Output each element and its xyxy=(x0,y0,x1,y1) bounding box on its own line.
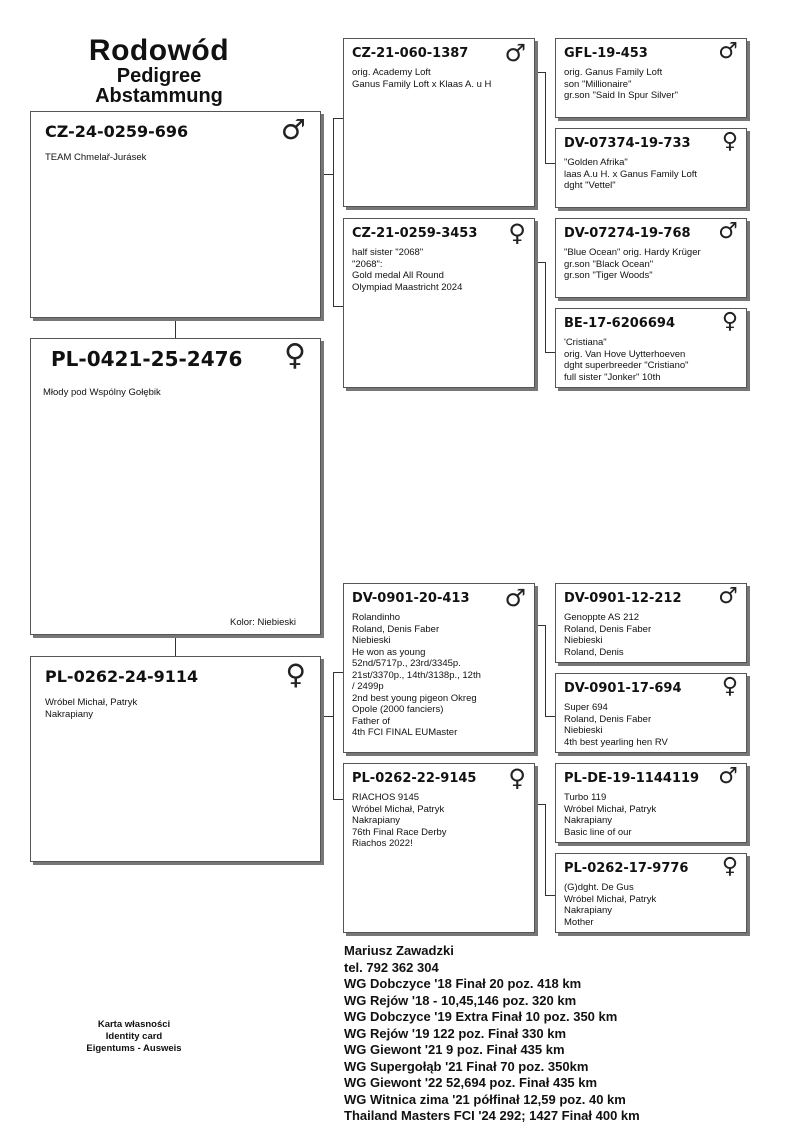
dam-sire-info xyxy=(352,612,481,739)
info-line: Nakrapiany xyxy=(564,815,613,826)
title-polish: Rodowód xyxy=(88,34,230,67)
connector-line xyxy=(545,625,546,716)
ssd-ring-number: DV-07374-19-733 xyxy=(564,136,691,151)
info-line: Nakrapiany xyxy=(564,905,613,916)
info-line: gr.son "Said In Spur Silver" xyxy=(564,90,678,101)
dds-ring-number: PL-DE-19-1144119 xyxy=(564,771,700,786)
owner-result: Thailand Masters FCI '24 292; 1427 Finał 400 km xyxy=(344,1108,640,1123)
sds-ring-number: DV-07274-19-768 xyxy=(564,226,691,241)
info-line: half sister "2068" xyxy=(352,247,424,258)
ddd-info xyxy=(564,882,656,928)
connector-line xyxy=(535,804,545,805)
female-icon: ♀ xyxy=(721,309,738,334)
sss-card xyxy=(555,38,747,118)
info-line: son "Millionaire" xyxy=(564,78,632,90)
info-line: Wróbel Michał, Patryk xyxy=(564,803,657,815)
info-line: Wróbel Michał, Patryk xyxy=(564,893,657,905)
info-line: Ganus Family Loft x Klaas A. u H xyxy=(352,78,492,90)
ssd-card xyxy=(555,128,747,208)
ddd-card xyxy=(555,853,747,933)
info-line: orig. Ganus Family Loft xyxy=(564,67,663,78)
female-icon: ♀ xyxy=(508,764,526,792)
male-icon: ♂ xyxy=(504,584,526,612)
info-line: Niebieski xyxy=(564,635,603,646)
dam-dam-ring-number: PL-0262-22-9145 xyxy=(352,771,477,786)
connector-line xyxy=(535,262,545,263)
info-line: "Blue Ocean" orig. Hardy Krüger xyxy=(564,247,701,258)
info-line: dght superbreeder "Cristiano" xyxy=(564,360,689,371)
connector-line xyxy=(175,318,176,338)
sire-sire-info xyxy=(352,67,491,90)
dsd-info xyxy=(564,702,668,748)
info-line: laas A.u H. x Ganus Family Loft xyxy=(564,168,698,180)
dam-dam-info xyxy=(352,792,447,850)
info-line: Genoppte AS 212 xyxy=(564,612,640,623)
connector-line xyxy=(333,672,334,799)
sire-ring-number: CZ-24-0259-696 xyxy=(45,122,189,141)
owner-result: WG Witnica zima '21 półfinał 12,59 poz. 40 km xyxy=(344,1091,626,1107)
info-line: / 2499p xyxy=(352,681,384,692)
connector-line xyxy=(333,799,343,800)
info-line: He won as young xyxy=(352,646,426,658)
info-line: dght "Vettel" xyxy=(564,180,616,191)
info-line: Mother xyxy=(564,916,594,928)
info-line: full sister "Jonker" 10th xyxy=(564,371,661,383)
subject-color: Kolor: Niebieski xyxy=(230,617,296,628)
owner-info xyxy=(344,943,794,1125)
connector-line xyxy=(545,262,546,352)
identity-card-label xyxy=(64,1019,204,1055)
dam-card xyxy=(30,656,321,862)
sire-card xyxy=(30,111,321,318)
sss-info xyxy=(564,67,678,102)
info-line: Opole (2000 fanciers) xyxy=(352,704,444,715)
connector-line xyxy=(175,635,176,656)
owner-name: Mariusz Zawadzki xyxy=(344,943,454,958)
connector-line xyxy=(545,804,546,895)
connector-line xyxy=(545,716,555,717)
info-line: Gold medal All Round xyxy=(352,270,444,281)
info-line: Olympiad Maastricht 2024 xyxy=(352,281,463,293)
sdd-info xyxy=(564,337,689,383)
info-line: "Golden Afrika" xyxy=(564,157,628,168)
male-icon: ♂ xyxy=(718,584,738,609)
info-line: RIACHOS 9145 xyxy=(352,792,420,803)
sss-ring-number: GFL-19-453 xyxy=(564,46,648,61)
male-icon: ♂ xyxy=(718,39,738,64)
male-icon: ♂ xyxy=(718,764,738,789)
connector-line xyxy=(321,174,333,175)
info-line: orig. Van Hove Uytterhoeven xyxy=(564,348,686,360)
ssd-info xyxy=(564,157,697,192)
sdd-ring-number: BE-17-6206694 xyxy=(564,316,675,331)
info-line: Niebieski xyxy=(352,635,391,646)
info-line: Nakrapiany xyxy=(352,815,401,826)
sire-dam-info xyxy=(352,247,462,293)
owner-result: WG Rejów '18 - 10,45,146 poz. 320 km xyxy=(344,992,577,1008)
connector-line xyxy=(545,352,555,353)
info-line: 'Cristiana" xyxy=(564,337,607,348)
dss-ring-number: DV-0901-12-212 xyxy=(564,591,682,606)
info-line: orig. Academy Loft xyxy=(352,67,431,78)
info-line: gr.son "Tiger Woods" xyxy=(564,270,653,281)
connector-line xyxy=(535,72,545,73)
identity-card-line: Identity card xyxy=(105,1031,163,1042)
owner-result: WG Rejów '19 122 poz. Finał 330 km xyxy=(344,1025,566,1041)
dds-info xyxy=(564,792,656,838)
female-icon: ♀ xyxy=(508,219,526,247)
connector-line xyxy=(333,306,343,307)
sire-sire-ring-number: CZ-21-060-1387 xyxy=(352,46,469,61)
dam-info xyxy=(45,697,137,720)
info-line: (G)dght. De Gus xyxy=(564,882,634,893)
connector-line xyxy=(321,716,333,717)
ddd-ring-number: PL-0262-17-9776 xyxy=(564,861,689,876)
female-icon: ♀ xyxy=(284,338,306,373)
info-line: 76th Final Race Derby xyxy=(352,826,447,838)
connector-line xyxy=(535,625,545,626)
owner-result: WG Supergołąb '21 Finał 70 poz. 350km xyxy=(344,1058,589,1074)
info-line: Wróbel Michał, Patryk xyxy=(352,803,445,815)
pedigree-title xyxy=(64,36,254,106)
info-line: Roland, Denis xyxy=(564,646,624,658)
info-line: Father of xyxy=(352,715,391,727)
subject-ring-number: PL-0421-25-2476 xyxy=(51,347,243,371)
title-english: Pedigree xyxy=(116,65,202,87)
sdd-card xyxy=(555,308,747,388)
dam-ring-number: PL-0262-24-9114 xyxy=(45,667,199,686)
female-icon: ♀ xyxy=(721,674,738,699)
dsd-card xyxy=(555,673,747,753)
info-line: Roland, Denis Faber xyxy=(564,713,652,725)
info-line: Riachos 2022! xyxy=(352,838,413,849)
sds-card xyxy=(555,218,747,298)
info-line: gr.son "Black Ocean" xyxy=(564,258,654,270)
info-line: Roland, Denis Faber xyxy=(564,623,652,635)
subject-info-line: Młody pod Wspólny Gołębik xyxy=(43,387,161,398)
info-line: Roland, Denis Faber xyxy=(352,623,440,635)
sds-info xyxy=(564,247,701,282)
dds-card xyxy=(555,763,747,843)
dsd-ring-number: DV-0901-17-694 xyxy=(564,681,682,696)
title-german: Abstammung xyxy=(95,85,223,107)
info-line: 4th FCI FINAL EUMaster xyxy=(352,727,458,738)
info-line: "2068": xyxy=(352,258,383,270)
male-icon: ♂ xyxy=(280,113,306,146)
subject-info xyxy=(43,387,161,399)
sire-sire-card xyxy=(343,38,535,207)
info-line: Basic line of our xyxy=(564,826,632,838)
dam-sire-ring-number: DV-0901-20-413 xyxy=(352,591,470,606)
connector-line xyxy=(333,672,343,673)
sire-dam-ring-number: CZ-21-0259-3453 xyxy=(352,226,478,241)
owner-result: WG Dobczyce '19 Extra Finał 10 poz. 350 km xyxy=(344,1009,618,1024)
info-line: Super 694 xyxy=(564,702,608,713)
owner-result: WG Giewont '21 9 poz. Finał 435 km xyxy=(344,1042,565,1057)
female-icon: ♀ xyxy=(721,129,738,154)
male-icon: ♂ xyxy=(504,39,526,67)
info-line: Rolandinho xyxy=(352,612,401,623)
male-icon: ♂ xyxy=(718,219,738,244)
identity-card-line: Karta własności xyxy=(97,1019,171,1030)
info-line: Niebieski xyxy=(564,725,603,736)
identity-card-line: Eigentums - Ausweis xyxy=(86,1043,182,1054)
connector-line xyxy=(545,163,555,164)
dam-info-line: Nakrapiany xyxy=(45,708,94,720)
info-line: Turbo 119 xyxy=(564,792,607,803)
sire-info xyxy=(45,152,146,164)
owner-result: WG Giewont '22 52,694 poz. Finał 435 km xyxy=(344,1075,598,1090)
dss-card xyxy=(555,583,747,663)
dss-info xyxy=(564,612,651,658)
female-icon: ♀ xyxy=(285,658,306,691)
dam-info-line: Wróbel Michał, Patryk xyxy=(45,697,138,708)
sire-dam-card xyxy=(343,218,535,388)
connector-line xyxy=(333,118,334,306)
info-line: 2nd best young pigeon Okreg xyxy=(352,692,477,704)
female-icon: ♀ xyxy=(721,854,738,879)
dam-dam-card xyxy=(343,763,535,933)
owner-result: WG Dobczyce '18 Finał 20 poz. 418 km xyxy=(344,976,582,991)
connector-line xyxy=(545,72,546,163)
subject-card xyxy=(30,338,321,635)
owner-phone: tel. 792 362 304 xyxy=(344,959,439,975)
connector-line xyxy=(333,118,343,119)
info-line: 21st/3370p., 14th/3138p., 12th xyxy=(352,669,481,681)
dam-sire-card xyxy=(343,583,535,753)
info-line: 4th best yearling hen RV xyxy=(564,736,668,748)
connector-line xyxy=(545,895,555,896)
sire-info-line: TEAM Chmelař-Jurásek xyxy=(45,152,147,163)
info-line: 52nd/5717p., 23rd/3345p. xyxy=(352,658,461,669)
